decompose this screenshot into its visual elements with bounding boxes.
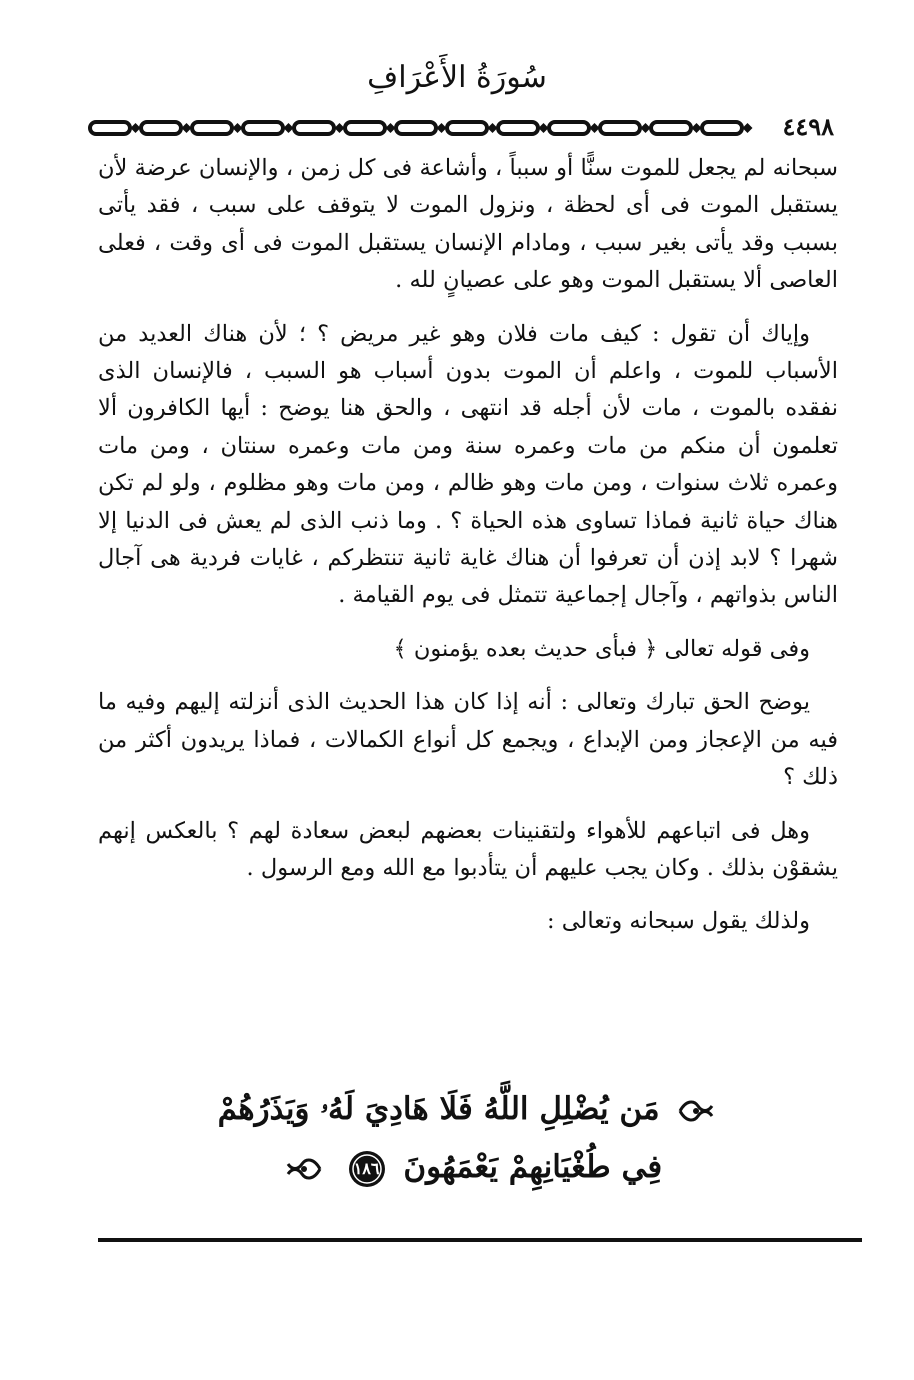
surah-title: سُورَةُ الأَعْرَافِ (367, 60, 547, 95)
quran-verse (200, 1080, 740, 1196)
header-ornament-rule (86, 114, 848, 142)
page-number: ٤٤٩٨ (782, 112, 834, 141)
paragraph-5: وهل فى اتباعهم للأهواء ولتقنينات بعضهم لبعض سعادة لهم ؟ بالعكس إنهم يشقوْن بذلك . وكان يجب عليهم أن يتأدبوا مع الله ومع الرسول . (98, 817, 838, 881)
verse-number-medallion (347, 1149, 387, 1189)
paragraph-3: وفى قوله تعالى ﴿ فبأى حديث بعده يؤمنون ﴾ (393, 635, 810, 662)
verse-number: ١٨٦ (353, 1158, 380, 1178)
ornate-bracket-close-icon (284, 1154, 324, 1184)
paragraph-1: سبحانه لم يجعل للموت سنًّا أو سبباً ، وأشاعة فى كل زمن ، والإنسان عرضة لأن يستقبل الموت فى أى لحظة ، ونزول الموت لا يتوقف على سبب ، فقد يأتى بسبب وقد يأتى بغير سبب ، ومادام الإنسان يستقبل الموت فى أى وقت ، فعلى العاصى ألا يستقبل الموت وهو على عصيانٍ لله . (98, 155, 838, 294)
paragraph-6: ولذلك يقول سبحانه وتعالى : (547, 908, 810, 935)
footer-rule (98, 1238, 862, 1242)
paragraph-2: وإياك أن تقول : كيف مات فلان وهو غير مريض ؟ ؛ لأن هناك العديد من الأسباب للموت ، واعلم أن الموت بدون أسباب هو السبب ، فالإنسان الذى نفقده بالموت ، مات لأن أجله قد انتهى ، والحق هنا يوضح : أيها الكافرون ألا تعلمون أن منكم من مات وعمره سنة ومن مات وعمره سنتان ، ومن مات وعمره ثلاث سنوات ، ومن مات وهو ظالم ، ومن مات وهو مظلوم ، ولو لم تكن هناك حياة ثانية فماذا تساوى هذه الحياة ؟ . وما ذنب الذى لم يعش فى الدنيا إلا شهرا ؟ لابد إذن أن تعرفوا أن هناك غاية ثانية تنتظركم ، غايات فردية هى آجال الناس بذواتهم ، وآجال إجماعية تتمثل فى يوم القيامة . (98, 320, 838, 609)
verse-line-1-text: مَن يُضْلِلِ اللَّهُ فَلَا هَادِيَ لَهُۥ وَيَذَرُهُمْ (217, 1091, 660, 1127)
paragraph-4: يوضح الحق تبارك وتعالى : أنه إذا كان هذا الحديث الذى أنزلته إليهم وفيه ما فيه من الإعجاز ومن الإبداع ، ويجمع كل أنواع الكمالات ، فماذا يريدون أكثر من ذلك ؟ (98, 689, 838, 791)
body-text (98, 150, 838, 941)
verse-line-2-text: فِي طُغْيَانِهِمْ يَعْمَهُونَ (403, 1149, 663, 1185)
verse-line-1 (200, 1080, 740, 1138)
verse-line-2 (200, 1138, 740, 1196)
chain-ornament-icon (86, 114, 776, 142)
ornate-bracket-open-icon (676, 1096, 716, 1126)
